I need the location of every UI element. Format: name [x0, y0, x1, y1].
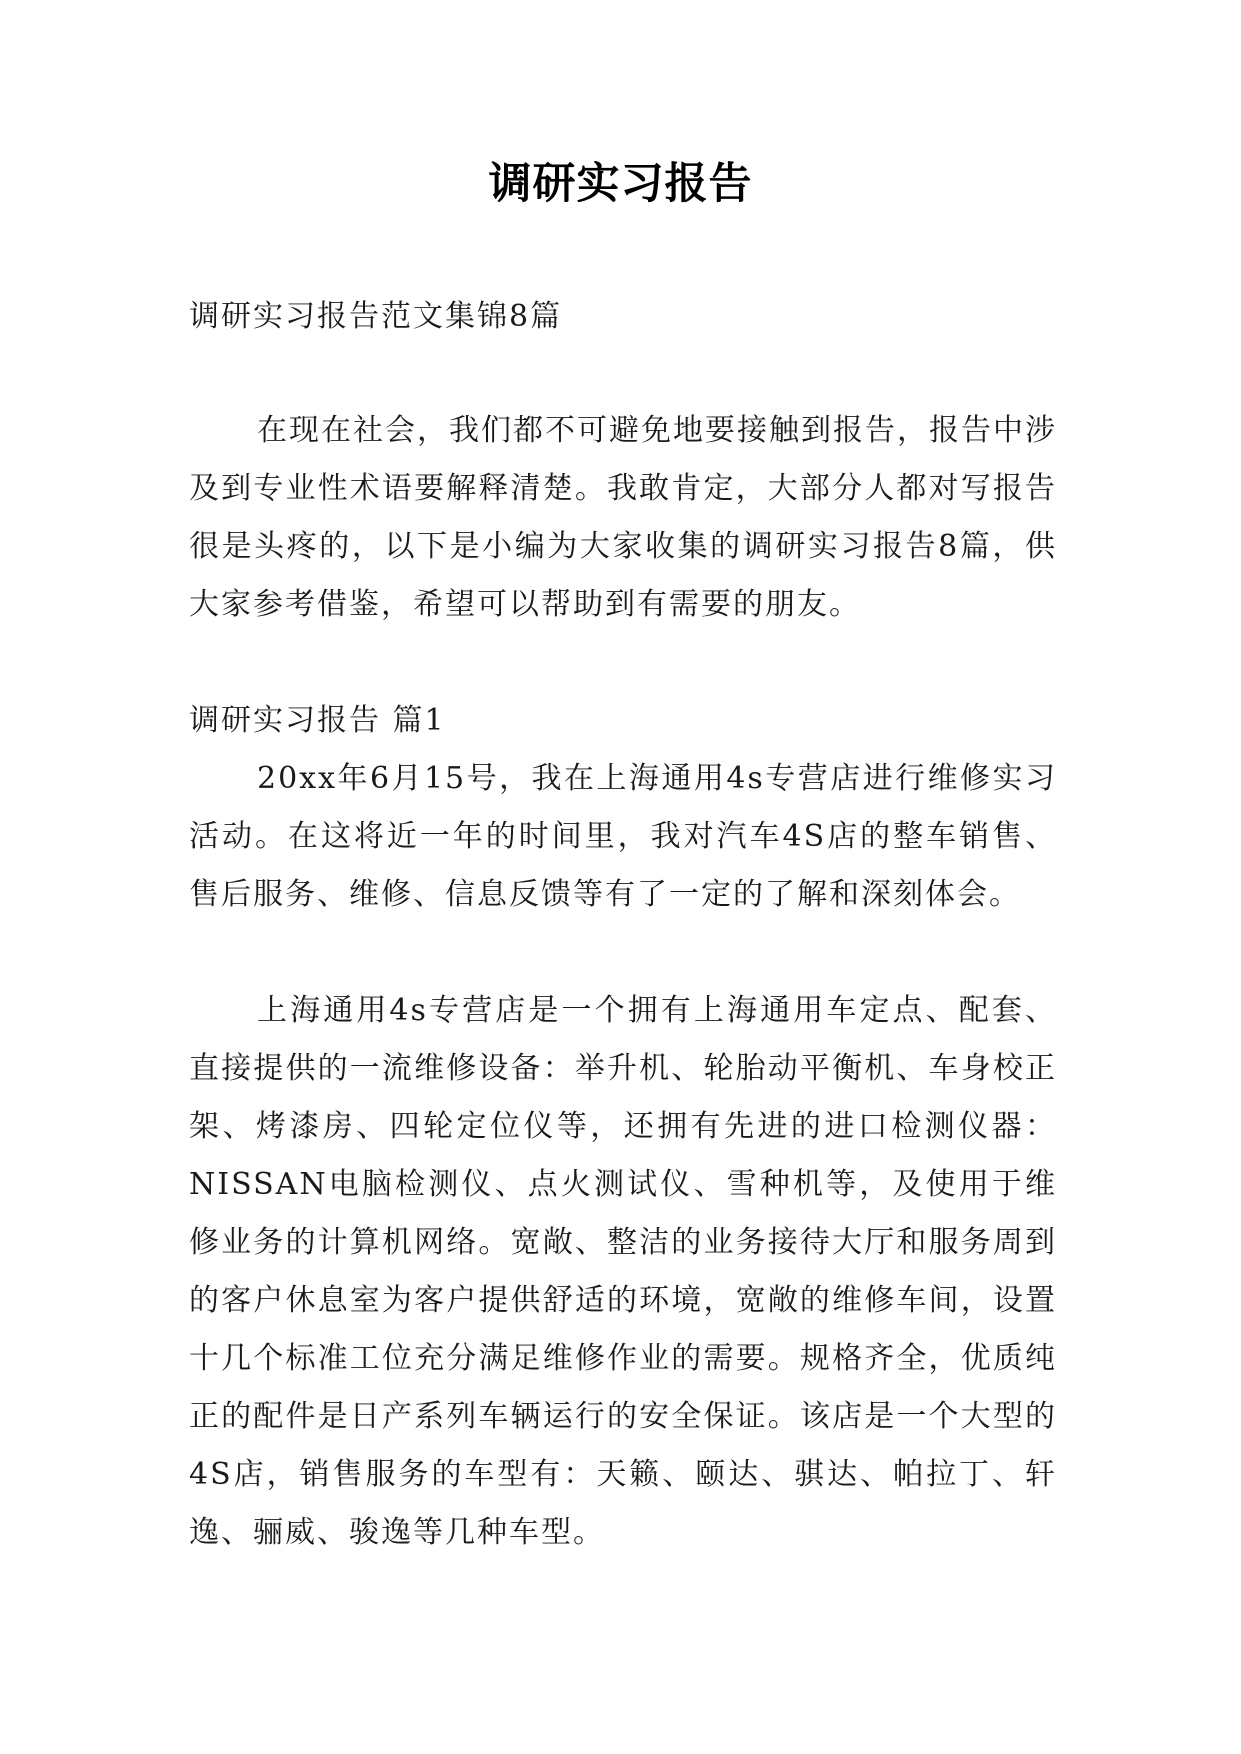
document-title: 调研实习报告: [488, 159, 753, 209]
intro-paragraph: 在现在社会，我们都不可避免地要接触到报告，报告中涉及到专业性术语要解释清楚。我敢肯定，大部分人都对写报告很是头疼的，以下是小编为大家收集的调研实习报告8篇，供大家参考借鉴，希望可以帮助到有需要的朋友。: [189, 413, 1057, 622]
section-paragraph: 20xx年6月15号，我在上海通用4s专营店进行维修实习活动。在这将近一年的时间里，我对汽车4S店的整车销售、售后服务、维修、信息反馈等有了一定的了解和深刻体会。: [189, 761, 1057, 912]
section-heading: 调研实习报告 篇1: [189, 703, 446, 738]
section-paragraph: 上海通用4s专营店是一个拥有上海通用车定点、配套、直接提供的一流维修设备：举升机、轮胎动平衡机、车身校正架、烤漆房、四轮定位仪等，还拥有先进的进口检测仪器：NISSAN电脑检测仪、点火测试仪、雪种机等，及使用于维修业务的计算机网络。宽敞、整洁的业务接待大厅和服务周到的客户休息室为客户提供舒适的环境，宽敞的维修车间，设置十几个标准工位充分满足维修作业的需要。规格齐全，优质纯正的配件是日产系列车辆运行的安全保证。该店是一个大型的4S店，销售服务的车型有：天籁、颐达、骐达、帕拉丁、轩逸、骊威、骏逸等几种车型。: [189, 993, 1057, 1550]
document-subtitle: 调研实习报告范文集锦8篇: [189, 299, 563, 334]
